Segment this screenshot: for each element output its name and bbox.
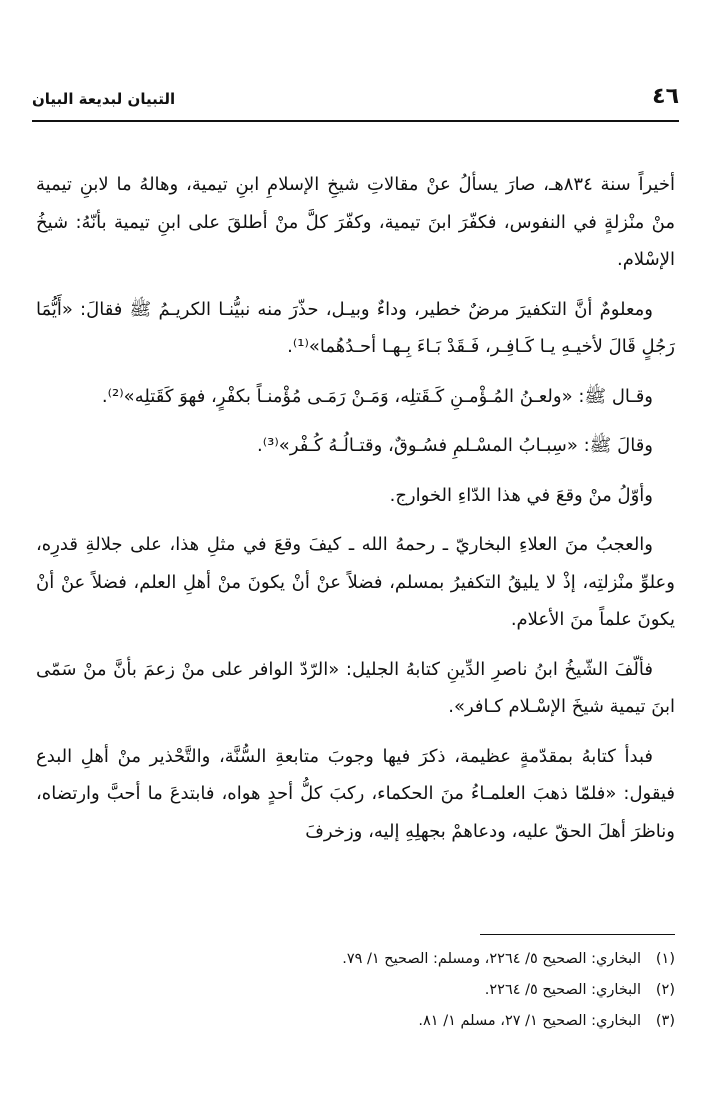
- running-title: التبيان لبديعة البيان: [32, 90, 176, 108]
- footnote: [36, 975, 675, 1006]
- footnote-number: (١): [655, 951, 675, 967]
- paragraph: وأوّلُ منْ وقعَ في هذا الدّاءِ الخوارج.: [389, 484, 653, 506]
- main-text: [36, 166, 675, 862]
- paragraph: فألّفَ الشّيخُ ابنُ ناصرِ الدِّينِ كتابهُ الجليل: «الرّدّ الوافر على منْ زعمَ بأنَّ منْ سَمّى ابنَ تيمية شيخَ الإسْـلام كـافر».: [36, 658, 675, 717]
- paragraph: وقالَ ﷺ: «سِبـابُ المسْـلمِ فسُـوقٌ، وقتـالُـهُ كُـفْر»⁽³⁾.: [257, 435, 653, 456]
- footnote: [36, 1006, 675, 1037]
- page-number: ٤٦: [652, 84, 679, 109]
- header-divider: [32, 120, 679, 122]
- paragraph: فبدأ كتابهُ بمقدّمةٍ عظيمة، ذكرَ فيها وجوبَ متابعةِ السُّنَّة، والتَّحْذير منْ أهلِ البدع فيقول: «فلمّا ذهبَ العلمـاءُ منَ الحكماء، ركبَ كلُّ أحدٍ هواه، فابتدعَ ما أحبَّ وارتضاه، وناظرَ أهلَ الحقّ عليه، ودعاهمْ بجهلِهِ إليه، وزخرفَ: [36, 745, 675, 842]
- footnote-text: البخاري: الصحيح ١/ ٢٧، مسلم ١/ ٨١.: [418, 1013, 641, 1029]
- page-header: [32, 84, 679, 118]
- footnote-number: (٣): [655, 1013, 675, 1029]
- paragraph: ومعلومٌ أنَّ التكفيرَ مرضٌ خطير، وداءٌ وبيـل، حذّرَ منه نبيُّنـا الكريـمُ ﷺ فقالَ: «أَيُّمَا رَجُلٍ قَالَ لأخيـهِ يـا كَـافِـر، فَـقَدْ بَـاءَ بِـهـا أحـدُهُما»⁽¹⁾.: [36, 298, 675, 357]
- paragraph: وقـال ﷺ: «ولعـنُ المُـؤْمـنِ كَـقَتلِه، وَمَـنْ رَمَـى مُؤْمنـاً بكفْرٍ، فهوَ كَقَتلِه»⁽²⁾.: [101, 385, 653, 407]
- footnotes: [36, 944, 675, 1037]
- paragraph: والعجبُ منَ العلاءِ البخاريّ ـ رحمهُ الله ـ كيفَ وقعَ في مثلِ هذا، على جلالةِ قدرِه، وعلوِّ منْزلتِه، إذْ لا يليقُ التكفيرُ بمسلم، فضلاً عنْ أنْ يكونَ منْ أهلِ العلم، فضلاً عنْ أنْ يكونَ علماً منَ الأعلام.: [36, 534, 675, 630]
- footnote: [36, 944, 675, 975]
- footnote-divider: [480, 934, 675, 935]
- footnote-number: (٢): [655, 982, 675, 998]
- footnote-text: البخاري: الصحيح ٥/ ٢٢٦٤، ومسلم: الصحيح ١/ ٧٩.: [342, 951, 641, 967]
- paragraph: أخيراً سنة ٨٣٤هـ، صارَ يسألُ عنْ مقالاتِ شيخِ الإسلامِ ابنِ تيمية، وهالهُ ما لابنِ تيمية منْ منْزلةٍ في النفوس، فكفّرَ ابنَ تيمية، وكفّرَ كلَّ منْ أطلقَ على ابنِ تيمية بأنّهُ: شيخُ الإسْلام.: [36, 174, 675, 270]
- footnote-text: البخاري: الصحيح ٥/ ٢٢٦٤.: [484, 982, 641, 998]
